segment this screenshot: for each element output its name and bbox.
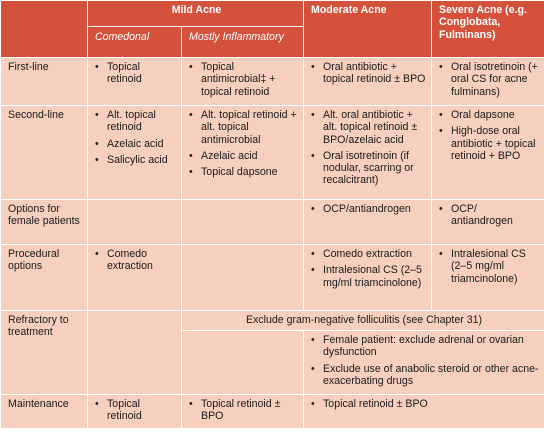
list-item: • Topical retinoid ± BPO (189, 398, 298, 423)
second-line-moderate (304, 106, 432, 200)
female-inflammatory (182, 200, 304, 245)
table-row (1, 311, 544, 331)
row-label-first-line: First-line (1, 58, 88, 106)
list-item: • Topical antimicrobial‡ + topical retinoid (189, 61, 298, 98)
table-row (1, 200, 544, 245)
procedural-moderate (304, 245, 432, 311)
maintenance-comedonal (88, 395, 182, 429)
list-item: • Salicylic acid (95, 154, 176, 166)
table-row (1, 395, 544, 429)
header-comedonal: Comedonal (88, 27, 182, 58)
list-item: • Azelaic acid (95, 138, 176, 150)
second-line-comedonal (88, 106, 182, 200)
list-item: • Topical dapsone (189, 166, 298, 178)
female-moderate (304, 200, 432, 245)
table-row (1, 58, 544, 106)
list-item: • Oral isotretinoin (+ oral CS for acne fulminans) (439, 61, 539, 98)
second-line-inflammatory (182, 106, 304, 200)
maintenance-inflammatory (182, 395, 304, 429)
list-item: • Oral antibiotic + topical retinoid ± BPO (311, 61, 426, 86)
list-item: • Alt. oral antibiotic + alt. topical retinoid ± BPO/azelaic acid (311, 109, 426, 146)
list-item: • Alt. topical retinoid (95, 109, 176, 134)
row-label-female-patients: Options for female patients (1, 200, 88, 245)
procedural-severe (432, 245, 544, 311)
list-item: • Azelaic acid (189, 150, 298, 162)
first-line-inflammatory (182, 58, 304, 106)
list-item: • Exclude use of anabolic steroid or other acne-exacerbating drugs (311, 363, 539, 388)
first-line-moderate (304, 58, 432, 106)
list-item: • Comedo extraction (95, 248, 176, 273)
table-row (1, 245, 544, 311)
refractory-moderate-severe (304, 331, 544, 395)
maintenance-moderate-severe (304, 395, 544, 429)
list-item: • Oral dapsone (439, 109, 539, 121)
header-mostly-inflammatory: Mostly Inflammatory (182, 27, 304, 58)
refractory-note: Exclude gram-negative folliculitis (see Chapter 31) (182, 311, 544, 331)
list-item: • Comedo extraction (311, 248, 426, 260)
list-item: • Alt. topical retinoid + alt. topical antimicrobial (189, 109, 298, 146)
row-label-second-line: Second-line (1, 106, 88, 200)
female-severe (432, 200, 544, 245)
header-moderate-acne: Moderate Acne (304, 1, 432, 58)
header-corner (1, 1, 88, 58)
list-item: • Topical retinoid (95, 398, 176, 423)
female-comedonal (88, 200, 182, 245)
refractory-inflammatory (182, 331, 304, 395)
list-item: • Intralesional CS (2–5 mg/ml triamcinolone) (311, 264, 426, 289)
list-item: • Female patient: exclude adrenal or ovarian dysfunction (311, 334, 539, 359)
row-label-refractory: Refractory to treatment (1, 311, 88, 395)
list-item: • Topical retinoid (95, 61, 176, 86)
procedural-comedonal (88, 245, 182, 311)
list-item: • OCP/antiandrogen (311, 203, 426, 215)
row-label-procedural-options: Procedural options (1, 245, 88, 311)
first-line-comedonal (88, 58, 182, 106)
first-line-severe (432, 58, 544, 106)
list-item: • Oral isotretinoin (if nodular, scarring or recalcitrant) (311, 150, 426, 187)
list-item: • OCP/ antiandrogen (439, 203, 539, 228)
header-mild-acne: Mild Acne (88, 1, 304, 27)
row-label-maintenance: Maintenance (1, 395, 88, 429)
second-line-severe (432, 106, 544, 200)
list-item: • Topical retinoid ± BPO (311, 398, 539, 410)
list-item: • High-dose oral antibiotic + topical retinoid + BPO (439, 125, 539, 162)
list-item: • Intralesional CS (2–5 mg/ml triamcinolone) (439, 248, 539, 285)
table-row (1, 106, 544, 200)
refractory-comedonal (88, 311, 182, 395)
procedural-inflammatory (182, 245, 304, 311)
header-severe-acne: Severe Acne (e.g. Conglobata, Fulminans) (432, 1, 544, 58)
